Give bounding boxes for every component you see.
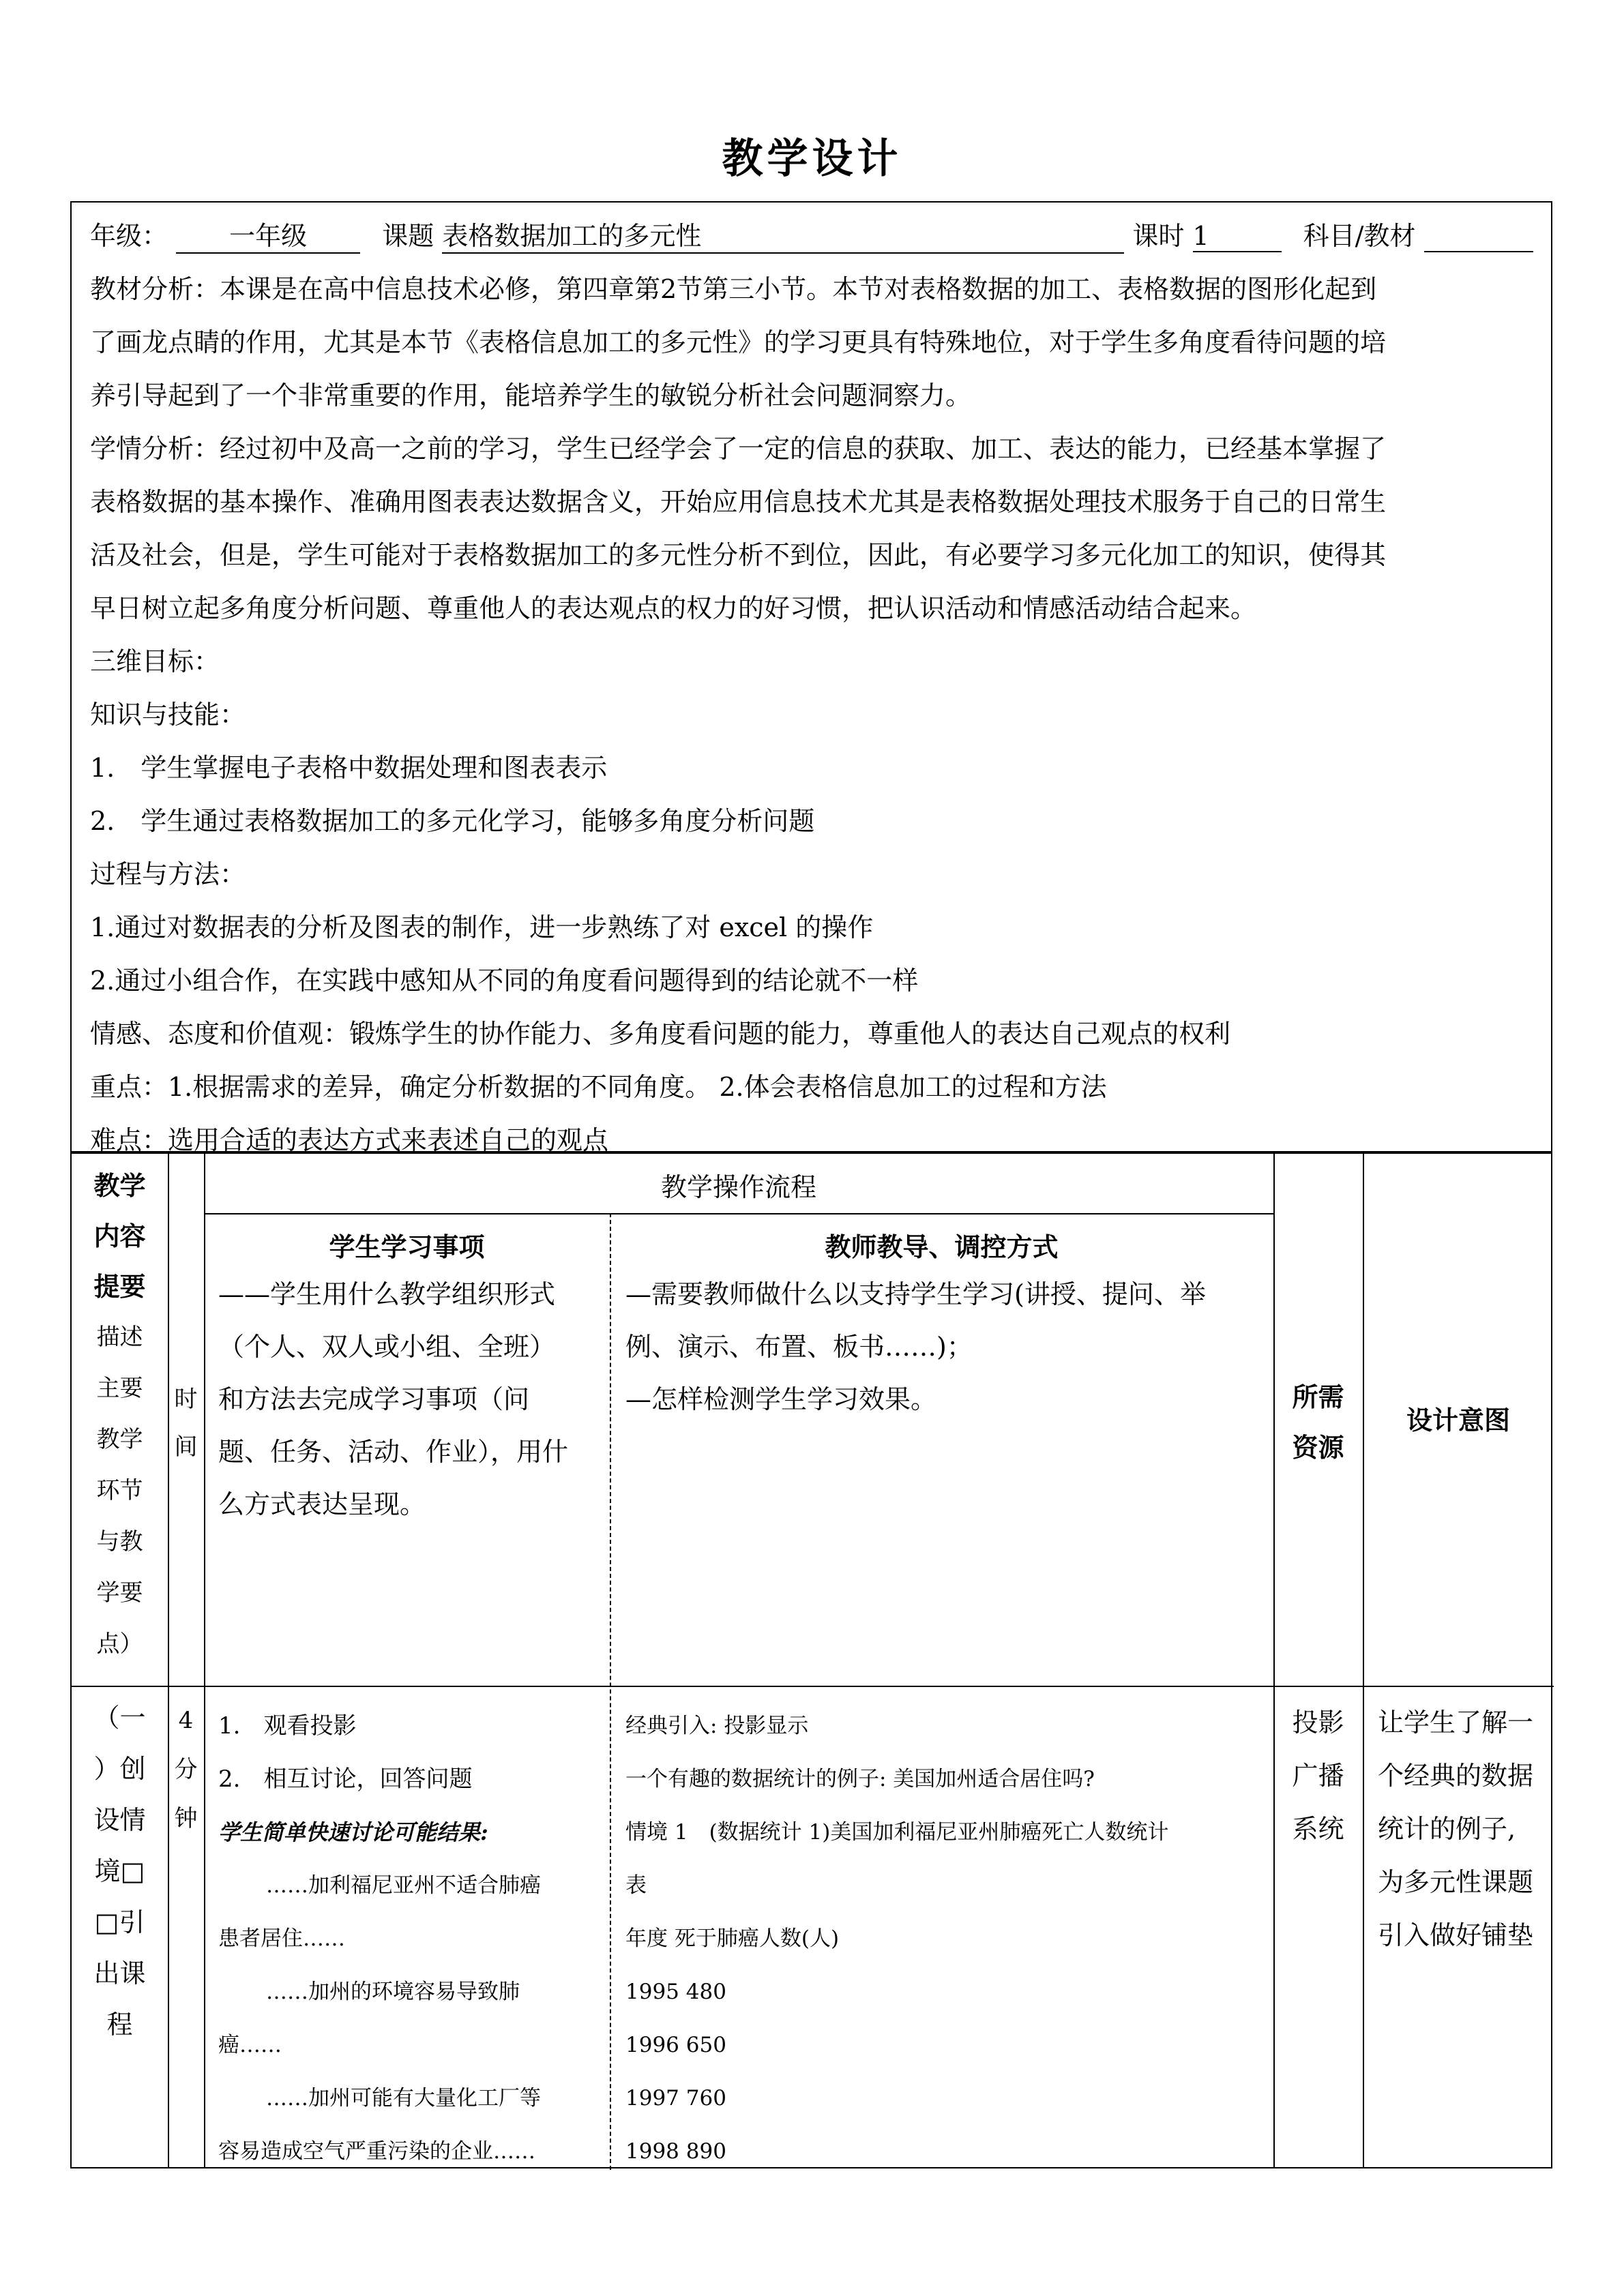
content-summary-desc-text: 环节: [96, 1477, 143, 1504]
row1-teacher-line: 1998 890: [625, 2139, 726, 2164]
resource-header-text: 所需: [1292, 1382, 1344, 1412]
row1-intent: [1378, 1696, 1552, 1962]
row1-student-result: 癌……: [218, 2033, 282, 2057]
content-summary-header: [72, 1161, 168, 1312]
row1-content-text: 境□: [94, 1856, 145, 1886]
material-analysis-line: 养引导起到了一个非常重要的作用，能培养学生的敏锐分析社会问题洞察力。: [90, 381, 972, 411]
resource-header-text: 资源: [1292, 1432, 1344, 1463]
row1-teacher-line: 年度 死于肺癌人数(人): [625, 1926, 840, 1951]
lesson-info-box: [70, 201, 1552, 1155]
topic-value: 表格数据加工的多元性: [442, 215, 1124, 254]
difficulty-points: 难点：选用合适的表达方式来表述自己的观点: [90, 1125, 609, 1155]
row1-teacher-line: 表: [625, 1873, 647, 1898]
row1-resource: [1273, 1696, 1363, 1855]
grade-label: 年级：: [90, 221, 168, 251]
row1-teacher-line: 1996 650: [625, 2033, 726, 2057]
row1-student-result: ……加州的环境容易导致肺: [266, 1980, 520, 2004]
teacher-desc-line: 例、演示、布置、板书……)；: [625, 1332, 973, 1362]
material-analysis-line: 了画龙点睛的作用，尤其是本节《表格信息加工的多元性》的学习更具有特殊地位，对于学生多角度看待问题的培: [90, 327, 1387, 357]
row1-teacher-line: 一个有趣的数据统计的例子: 美国加州适合居住吗?: [625, 1767, 1095, 1791]
emotion-goal: 情感、态度和价值观：锻炼学生的协作能力、多角度看问题的能力，尊重他人的表达自己观点的权利: [90, 1019, 1231, 1049]
time-header-text: 时: [174, 1386, 198, 1413]
row1-intent-line: 引入做好铺垫: [1378, 1920, 1534, 1950]
row1-time-text: 分: [174, 1756, 198, 1783]
subject-value: [1424, 221, 1533, 252]
column-divider: [168, 1154, 169, 2167]
goals-heading: 三维目标：: [90, 646, 220, 676]
row1-content-text: ）创: [93, 1754, 146, 1784]
row1-resource-text: 广播: [1292, 1761, 1344, 1791]
row1-time: [168, 1696, 204, 1843]
row1-time-text: 4: [178, 1707, 194, 1734]
period-label: 课时: [1132, 221, 1185, 251]
column-divider: [1363, 1154, 1364, 2167]
content-summary-desc-text: 学要: [96, 1579, 143, 1607]
student-desc-line: 么方式表达呈现。: [218, 1489, 426, 1519]
grade-value: 一年级: [176, 215, 360, 254]
knowledge-item: 1. 学生掌握电子表格中数据处理和图表表示: [90, 753, 608, 783]
row1-resource-text: 投影: [1292, 1708, 1344, 1738]
row1-content-text: 程: [106, 2010, 133, 2040]
row1-teacher: [625, 1699, 1270, 2178]
material-analysis-line: 教材分析：本课是在高中信息技术必修，第四章第2节第三小节。本节对表格数据的加工、表格数据的图形化起到: [90, 274, 1377, 304]
row1-content-text: 设情: [93, 1805, 146, 1835]
row1-student-result: ……加州可能有大量化工厂等: [266, 2086, 541, 2111]
column-divider: [1273, 1154, 1275, 2167]
resource-header: [1273, 1372, 1363, 1473]
teacher-header: 教师教导、调控方式: [825, 1232, 1059, 1262]
content-summary-desc-text: 教学: [96, 1426, 143, 1453]
learner-analysis-line: 活及社会，但是，学生可能对于表格数据加工的多元性分析不到位，因此，有必要学习多元化加工的知识，使得其: [90, 540, 1387, 570]
process-item: 1.通过对数据表的分析及图表的制作，进一步熟练了对 excel 的操作: [90, 912, 874, 942]
row1-content-text: （一: [93, 1703, 146, 1733]
row1-student-step: 2. 相互讨论，回答问题: [218, 1765, 473, 1793]
student-desc-line: ——学生用什么教学组织形式: [218, 1279, 556, 1309]
process-item: 2.通过小组合作，在实践中感知从不同的角度看问题得到的结论就不一样: [90, 966, 919, 996]
row1-student-result: ……加利福尼亚州不适合肺癌: [266, 1873, 541, 1898]
teacher-desc-line: —怎样检测学生学习效果。: [625, 1384, 937, 1414]
time-header-text: 间: [174, 1433, 198, 1461]
student-desc-line: 题、任务、活动、作业），用什: [218, 1437, 569, 1467]
intent-header: 设计意图: [1406, 1405, 1510, 1435]
teacher-header-desc: [625, 1268, 1270, 1426]
row1-intent-line: 统计的例子,: [1378, 1814, 1516, 1844]
row1-teacher-line: 1997 760: [625, 2086, 726, 2111]
content-summary-header-text: 内容: [93, 1221, 146, 1251]
row1-student-step: 1. 观看投影: [218, 1712, 357, 1740]
time-header: [168, 1375, 204, 1471]
column-divider-dashed: [610, 1213, 611, 2170]
content-summary-desc-text: 与教: [96, 1528, 143, 1555]
header-row: [90, 215, 1533, 254]
student-header-desc: [218, 1268, 607, 1531]
row1-teacher-line: 1995 480: [625, 1980, 726, 2004]
row1-content: [72, 1693, 168, 2051]
row1-time-text: 钟: [174, 1805, 198, 1832]
subject-label: 科目/教材: [1303, 221, 1416, 251]
teaching-flow-table: [70, 1152, 1552, 2168]
content-summary-desc-text: 点）: [96, 1630, 143, 1658]
row1-teacher-line: 情境 1 (数据统计 1)美国加利福尼亚州肺癌死亡人数统计: [625, 1820, 1169, 1845]
column-divider: [204, 1154, 205, 2167]
learner-analysis-line: 早日树立起多角度分析问题、尊重他人的表达观点的权力的好习惯，把认识活动和情感活动结合起来。: [90, 593, 1257, 623]
key-points: 重点：1.根据需求的差异，确定分析数据的不同角度。 2.体会表格信息加工的过程和方法: [90, 1072, 1107, 1102]
flow-header: 教学操作流程: [660, 1172, 816, 1202]
knowledge-heading: 知识与技能：: [90, 700, 246, 730]
student-desc-line: （个人、双人或小组、全班）: [218, 1332, 556, 1362]
content-summary-desc-text: 主要: [96, 1375, 143, 1402]
row1-student-result-heading: 学生简单快速讨论可能结果:: [218, 1819, 488, 1845]
row1-content-text: 出课: [93, 1958, 146, 1988]
learner-analysis-line: 表格数据的基本操作、准确用图表表达数据含义，开始应用信息技术尤其是表格数据处理技术服务于自己的日常生: [90, 487, 1387, 517]
row1-content-text: □引: [94, 1907, 145, 1937]
row1-intent-line: 个经典的数据: [1378, 1761, 1534, 1791]
content-summary-desc-text: 描述: [96, 1324, 143, 1351]
teacher-desc-line: —需要教师做什么以支持学生学习(讲授、提问、举: [625, 1279, 1206, 1309]
row1-student-result: 患者居住……: [218, 1926, 345, 1951]
row1-intent-line: 让学生了解一: [1378, 1708, 1534, 1738]
row1-student-result: 容易造成空气严重污染的企业……: [218, 2139, 535, 2164]
learner-analysis-line: 学情分析：经过初中及高一之前的学习，学生已经学会了一定的信息的获取、加工、表达的能力，已经基本掌握了: [90, 434, 1387, 464]
row1-teacher-line: 经典引入: 投影显示: [625, 1714, 809, 1738]
row-divider: [72, 1686, 1554, 1687]
content-summary-header-text: 教学: [93, 1170, 146, 1201]
content-summary-header-text: 提要: [93, 1271, 146, 1302]
period-value: 1: [1193, 221, 1282, 252]
row1-intent-line: 为多元性课题: [1378, 1867, 1534, 1897]
topic-label: 课题: [382, 221, 434, 251]
row-divider: [204, 1213, 1273, 1214]
knowledge-item: 2. 学生通过表格数据加工的多元化学习，能够多角度分析问题: [90, 806, 815, 836]
row1-student: [218, 1699, 607, 2178]
row1-resource-text: 系统: [1292, 1814, 1344, 1844]
student-header: 学生学习事项: [329, 1232, 485, 1262]
process-heading: 过程与方法：: [90, 859, 246, 889]
student-desc-line: 和方法去完成学习事项（问: [218, 1384, 530, 1414]
page-title: 教学设计: [722, 135, 902, 183]
content-summary-desc: [72, 1312, 168, 1670]
